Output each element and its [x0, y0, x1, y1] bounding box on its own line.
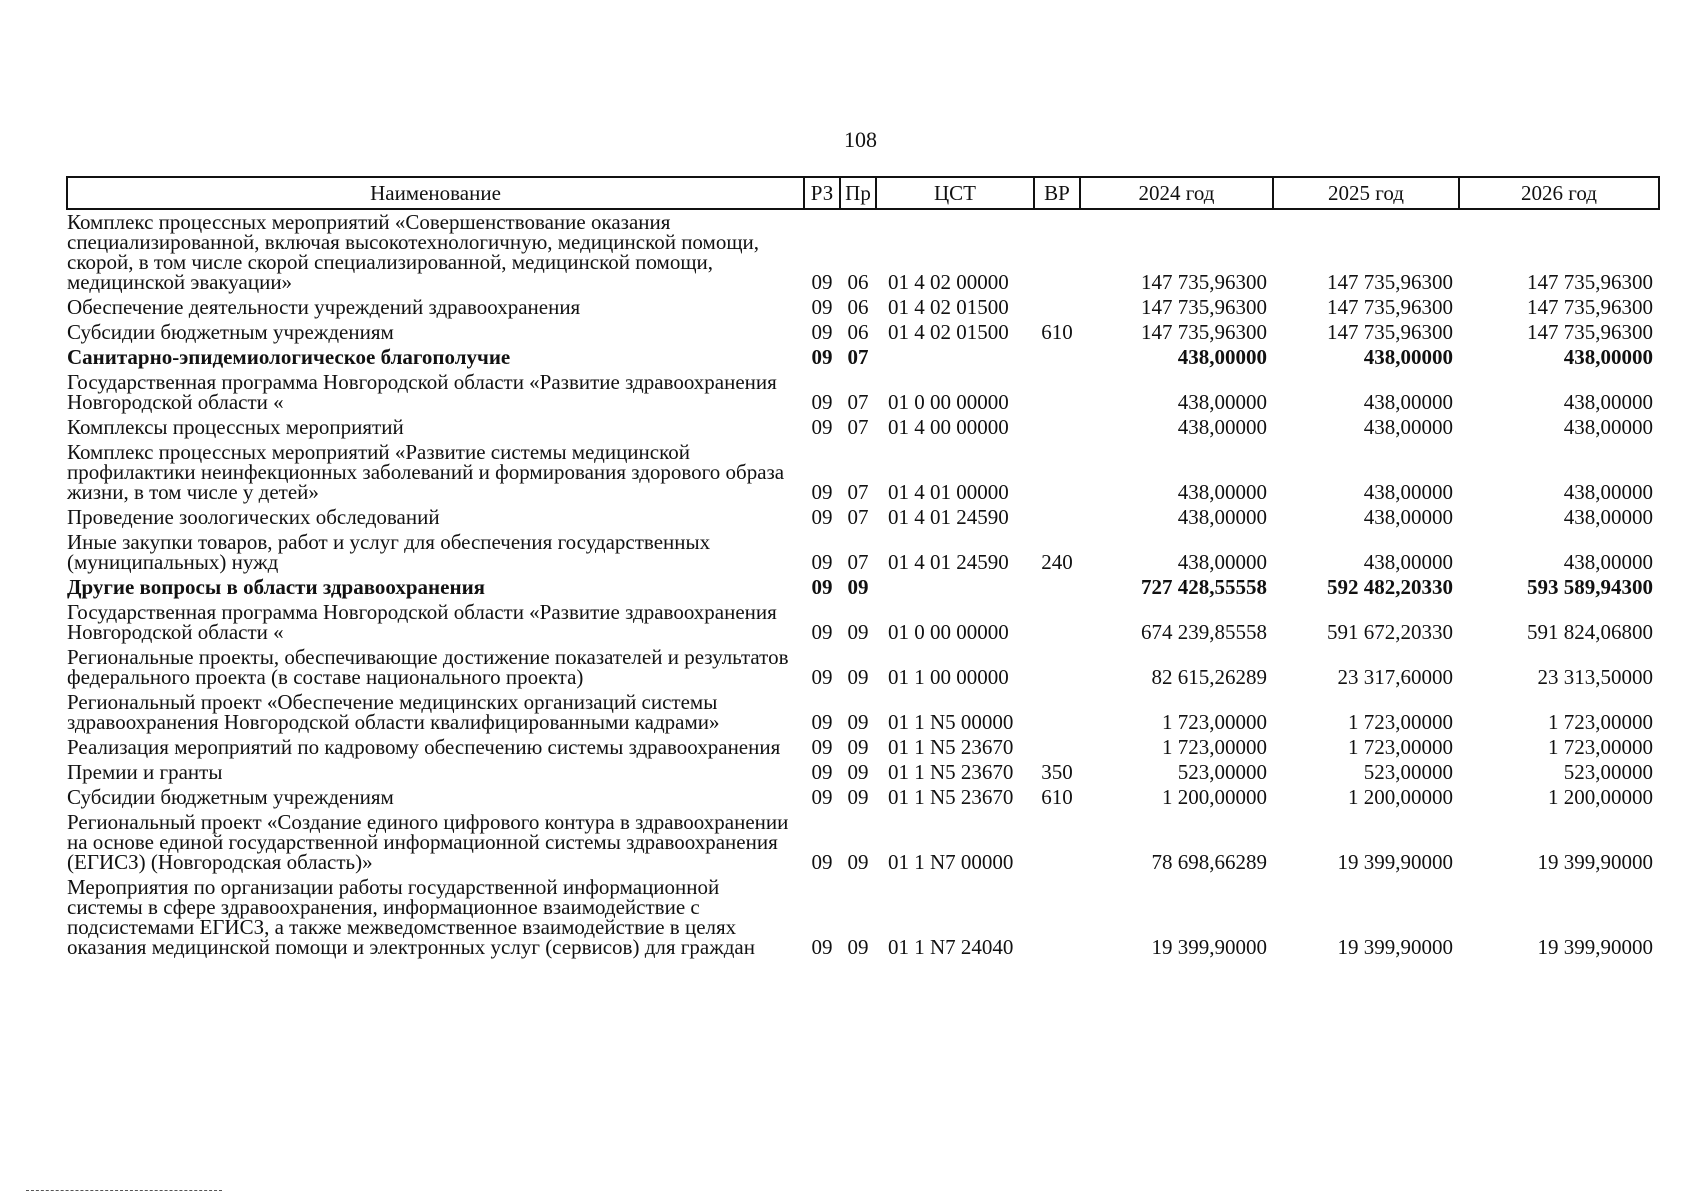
row-2025: 523,00000	[1363, 760, 1453, 784]
row-2024: 438,00000	[1177, 345, 1267, 369]
row-cst: 01 4 02 01500	[888, 320, 1009, 344]
row-vr	[1034, 875, 1080, 960]
row-name: Премии и гранты	[67, 760, 223, 784]
row-cst: 01 1 N5 00000	[888, 710, 1014, 734]
footer-divider	[26, 1190, 222, 1191]
row-2025: 147 735,96300	[1327, 295, 1453, 319]
row-2026: 438,00000	[1563, 415, 1653, 439]
row-2026: 1 723,00000	[1548, 710, 1653, 734]
table-row	[67, 735, 1659, 760]
table-row	[67, 600, 1659, 645]
header-2024: 2024 год	[1080, 177, 1273, 209]
row-2026: 438,00000	[1563, 390, 1653, 414]
row-vr	[1034, 575, 1080, 600]
table-row-section	[67, 575, 1659, 600]
row-pr: 06	[847, 320, 869, 344]
row-cst: 01 1 N5 23670	[888, 760, 1014, 784]
row-rz: 09	[811, 760, 833, 784]
row-name: Региональный проект «Обеспечение медицинских организаций системы здравоохранения Новгородской области квалифицированными кадрами»	[67, 690, 720, 734]
row-vr	[1034, 690, 1080, 735]
row-rz: 09	[811, 320, 833, 344]
row-2026: 19 399,90000	[1537, 850, 1653, 874]
row-2024: 1 200,00000	[1162, 785, 1267, 809]
row-rz: 09	[811, 270, 833, 294]
row-cst: 01 4 01 00000	[888, 480, 1009, 504]
row-rz: 09	[811, 415, 833, 439]
row-2026: 147 735,96300	[1527, 270, 1653, 294]
row-2024: 1 723,00000	[1162, 735, 1267, 759]
row-cst: 01 1 N7 24040	[888, 935, 1014, 959]
table-row	[67, 690, 1659, 735]
row-name: Государственная программа Новгородской области «Развитие здравоохранения Новгородской области «	[67, 370, 777, 414]
row-name: Обеспечение деятельности учреждений здравоохранения	[67, 295, 581, 319]
table-row	[67, 810, 1659, 875]
row-2026: 523,00000	[1563, 760, 1653, 784]
row-pr: 06	[847, 295, 869, 319]
header-name: Наименование	[67, 177, 804, 209]
row-2026: 147 735,96300	[1527, 295, 1653, 319]
row-pr: 09	[847, 575, 869, 599]
header-vr: ВР	[1034, 177, 1080, 209]
row-2024: 147 735,96300	[1141, 270, 1267, 294]
row-name: Иные закупки товаров, работ и услуг для обеспечения государственных (муниципальных) нужд	[67, 530, 711, 574]
row-cst: 01 1 N7 00000	[888, 850, 1014, 874]
row-pr: 09	[847, 735, 869, 759]
row-vr: 240	[1041, 550, 1073, 574]
row-2026: 438,00000	[1563, 345, 1653, 369]
row-vr	[1034, 735, 1080, 760]
row-vr	[1034, 345, 1080, 370]
table-row	[67, 370, 1659, 415]
row-2025: 592 482,20330	[1327, 575, 1453, 599]
row-rz: 09	[811, 665, 833, 689]
row-vr	[1034, 415, 1080, 440]
row-pr: 06	[847, 270, 869, 294]
row-pr: 09	[847, 710, 869, 734]
row-2026: 19 399,90000	[1537, 935, 1653, 959]
row-2025: 1 200,00000	[1348, 785, 1453, 809]
row-2024: 147 735,96300	[1141, 320, 1267, 344]
row-2024: 438,00000	[1177, 550, 1267, 574]
row-vr: 610	[1041, 785, 1073, 809]
row-rz: 09	[811, 850, 833, 874]
row-rz: 09	[811, 735, 833, 759]
row-cst	[876, 345, 1034, 370]
row-vr	[1034, 810, 1080, 875]
row-vr	[1034, 370, 1080, 415]
row-2025: 19 399,90000	[1337, 850, 1453, 874]
table-row	[67, 875, 1659, 960]
table-row	[67, 785, 1659, 810]
header-cst: ЦСТ	[876, 177, 1034, 209]
row-2024: 438,00000	[1177, 480, 1267, 504]
table-row	[67, 209, 1659, 295]
row-cst: 01 0 00 00000	[888, 620, 1009, 644]
table-row	[67, 505, 1659, 530]
row-2026: 593 589,94300	[1527, 575, 1653, 599]
table-row	[67, 320, 1659, 345]
row-pr: 09	[847, 935, 869, 959]
row-rz: 09	[811, 550, 833, 574]
row-2024: 78 698,66289	[1151, 850, 1267, 874]
row-rz: 09	[811, 480, 833, 504]
row-2025: 438,00000	[1363, 480, 1453, 504]
row-2025: 438,00000	[1363, 550, 1453, 574]
row-pr: 07	[847, 390, 869, 414]
row-2026: 591 824,06800	[1527, 620, 1653, 644]
table-row	[67, 295, 1659, 320]
row-2025: 438,00000	[1363, 390, 1453, 414]
row-cst: 01 4 01 24590	[888, 505, 1009, 529]
row-2025: 23 317,60000	[1337, 665, 1453, 689]
row-name: Мероприятия по организации работы государственной информационной системы в сфере здравоохранения, информационное взаимодействие с подсистемами ЕГИСЗ, а также межведомственное взаимодействие в целях оказания медицинской помощи и электронных услуг (сервисов) для граждан	[67, 875, 755, 959]
row-pr: 09	[847, 665, 869, 689]
row-rz: 09	[811, 935, 833, 959]
row-2024: 147 735,96300	[1141, 295, 1267, 319]
row-name: Санитарно-эпидемиологическое благополучие	[67, 345, 511, 369]
row-name: Субсидии бюджетным учреждениям	[67, 320, 394, 344]
row-cst: 01 1 00 00000	[888, 665, 1009, 689]
row-pr: 09	[847, 620, 869, 644]
row-name: Проведение зоологических обследований	[67, 505, 440, 529]
row-2025: 438,00000	[1363, 415, 1453, 439]
row-rz: 09	[811, 295, 833, 319]
row-2026: 438,00000	[1563, 505, 1653, 529]
row-2025: 147 735,96300	[1327, 320, 1453, 344]
row-vr	[1034, 505, 1080, 530]
budget-table	[66, 176, 1660, 960]
row-2025: 438,00000	[1363, 345, 1453, 369]
row-pr: 07	[847, 505, 869, 529]
row-vr	[1034, 295, 1080, 320]
row-rz: 09	[811, 785, 833, 809]
header-rz: РЗ	[804, 177, 840, 209]
row-2025: 19 399,90000	[1337, 935, 1453, 959]
row-2026: 23 313,50000	[1537, 665, 1653, 689]
row-2024: 1 723,00000	[1162, 710, 1267, 734]
table-row	[67, 415, 1659, 440]
row-pr: 09	[847, 785, 869, 809]
row-cst: 01 1 N5 23670	[888, 735, 1014, 759]
row-rz: 09	[811, 345, 833, 369]
row-vr	[1034, 209, 1080, 295]
row-2024: 674 239,85558	[1141, 620, 1267, 644]
row-cst: 01 4 01 24590	[888, 550, 1009, 574]
row-rz: 09	[811, 390, 833, 414]
row-name: Региональный проект «Создание единого цифрового контура в здравоохранении на основе единой государственной информационной системы здравоохранения (ЕГИСЗ) (Новгородская область)»	[67, 810, 789, 874]
row-2026: 438,00000	[1563, 550, 1653, 574]
table-row	[67, 440, 1659, 505]
page-number: 108	[844, 127, 877, 152]
row-pr: 09	[847, 850, 869, 874]
row-name: Комплекс процессных мероприятий «Совершенствование оказания специализированной, включая высокотехнологичную, медицинской помощи, скорой, в том числе скорой специализированной, медицинской помощи, медицинской эвакуации»	[67, 210, 759, 294]
row-vr: 350	[1041, 760, 1073, 784]
row-2024: 438,00000	[1177, 390, 1267, 414]
row-name: Реализация мероприятий по кадровому обеспечению системы здравоохранения	[67, 735, 781, 759]
row-name: Комплексы процессных мероприятий	[67, 415, 404, 439]
row-2026: 147 735,96300	[1527, 320, 1653, 344]
header-pr: Пр	[840, 177, 876, 209]
table-header-row	[67, 177, 1659, 209]
row-cst: 01 1 N5 23670	[888, 785, 1014, 809]
row-rz: 09	[811, 710, 833, 734]
row-rz: 09	[811, 575, 833, 599]
table-row-section	[67, 345, 1659, 370]
header-2026: 2026 год	[1459, 177, 1659, 209]
row-pr: 07	[847, 550, 869, 574]
row-2025: 1 723,00000	[1348, 735, 1453, 759]
row-name: Субсидии бюджетным учреждениям	[67, 785, 394, 809]
row-2024: 82 615,26289	[1151, 665, 1267, 689]
row-2024: 19 399,90000	[1151, 935, 1267, 959]
row-pr: 07	[847, 415, 869, 439]
row-cst	[876, 575, 1034, 600]
table-row	[67, 645, 1659, 690]
row-pr: 09	[847, 760, 869, 784]
header-2025: 2025 год	[1273, 177, 1459, 209]
row-2026: 438,00000	[1563, 480, 1653, 504]
row-cst: 01 4 02 00000	[888, 270, 1009, 294]
row-pr: 07	[847, 480, 869, 504]
row-vr	[1034, 440, 1080, 505]
row-name: Государственная программа Новгородской области «Развитие здравоохранения Новгородской области «	[67, 600, 777, 644]
row-2026: 1 723,00000	[1548, 735, 1653, 759]
row-pr: 07	[847, 345, 869, 369]
row-2024: 727 428,55558	[1141, 575, 1267, 599]
row-vr	[1034, 645, 1080, 690]
row-vr: 610	[1041, 320, 1073, 344]
table-row	[67, 760, 1659, 785]
row-cst: 01 4 00 00000	[888, 415, 1009, 439]
row-name: Другие вопросы в области здравоохранения	[67, 575, 486, 599]
row-cst: 01 0 00 00000	[888, 390, 1009, 414]
row-2024: 438,00000	[1177, 415, 1267, 439]
row-2026: 1 200,00000	[1548, 785, 1653, 809]
row-name: Региональные проекты, обеспечивающие достижение показателей и результатов федерального проекта (в составе национального проекта)	[67, 645, 789, 689]
row-vr	[1034, 600, 1080, 645]
budget-table-wrapper	[66, 176, 1658, 960]
row-rz: 09	[811, 505, 833, 529]
row-2024: 523,00000	[1177, 760, 1267, 784]
row-name: Комплекс процессных мероприятий «Развитие системы медицинской профилактики неинфекционных заболеваний и формирования здорового образа жизни, в том числе у детей»	[67, 440, 785, 504]
row-rz: 09	[811, 620, 833, 644]
table-row	[67, 530, 1659, 575]
row-2025: 1 723,00000	[1348, 710, 1453, 734]
row-2025: 591 672,20330	[1327, 620, 1453, 644]
row-2025: 147 735,96300	[1327, 270, 1453, 294]
row-2025: 438,00000	[1363, 505, 1453, 529]
row-cst: 01 4 02 01500	[888, 295, 1009, 319]
row-2024: 438,00000	[1177, 505, 1267, 529]
